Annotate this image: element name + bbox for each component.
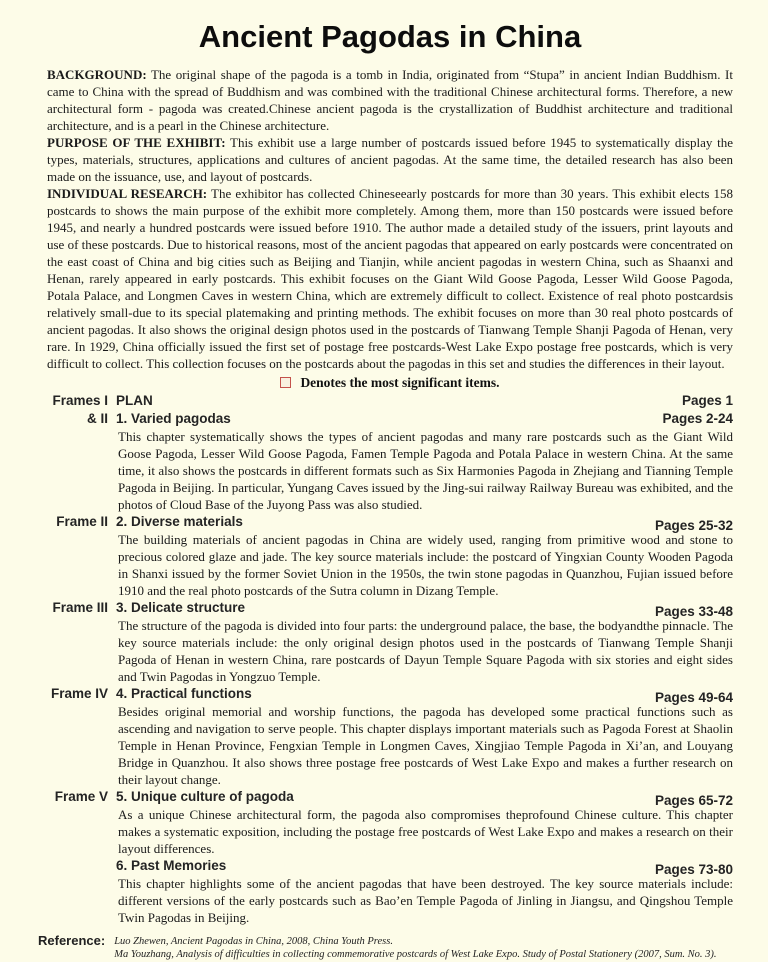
pages-label: Pages 49-64 bbox=[654, 689, 733, 705]
intro-paragraph-purpose bbox=[47, 134, 733, 185]
chapter-description: The structure of the pagoda is divided into four parts: the underground palace, the base, the bodyandthe pinnacle. The key source materials include: the only original design photos used in the postcards of Tianwang Temple Shanji Pagoda of Henan in western China, rare postcards of Dayun Temple Square Pagoda with six stories and eight sides and Twin Pagodas in Yongzuo Temple. bbox=[118, 617, 733, 684]
chapter-description: This chapter systematically shows the types of ancient pagodas and many rare postcards such as the Giant Wild Goose Pagoda, Lesser Wild Goose Pagoda, Famen Temple Pagoda and Potala Palace in western China. At the same time, it also shows the postcards in different formats such as Six Harmonies Pagoda in Zhejiang and Tianning Temple Pagoda in Beijing. In particular, Yungang Caves issued by the Jing-sui railway Railway Bureau was exhibited, and the photos of Cloud Base of the Juyong Pass was also studied. bbox=[118, 428, 733, 512]
intro-section bbox=[47, 66, 733, 372]
paragraph-text: The original shape of the pagoda is a tomb in India, originated from “Stupa” in ancient Indian Buddhism. It came to China with the spread of Buddhism and was combined with the traditional Chinese architectural forms. Therefore, a new architectural form - pagoda was created.Chinese ancient pagoda is the crystallization of Buddhist architecture and traditional architecture, and is a pearl in the Chinese architecture. bbox=[47, 66, 733, 133]
reference-section bbox=[38, 933, 733, 962]
plan-row bbox=[47, 599, 733, 685]
chapter-description: As a unique Chinese architectural form, the pagoda also compromises theprofound Chinese culture. This chapter makes a systematic exposition, including the postage free postcards of West Lake Expo and makes a research on their layout differences. bbox=[118, 806, 733, 856]
chapter-title: PLAN bbox=[116, 392, 153, 408]
paragraph-label: INDIVIDUAL RESEARCH: bbox=[47, 185, 208, 201]
pages-label: Pages 25-32 bbox=[654, 517, 733, 533]
chapter-description: The building materials of ancient pagodas in China are widely used, ranging from primitive wood and stone to precious colored glaze and jade. The key source materials include: the postcard of Yingxian County Wooden Pagoda in Shanxi issued by the former Soviet Union in the 1950s, the twin stone pagodas in Quanzhou, Fujian issued before 1910 and the real photo postcards of the Sutra column in Dizang Temple. bbox=[118, 531, 733, 598]
reference-label: Reference: bbox=[38, 932, 106, 948]
paragraph-text: This exhibit use a large number of postcards issued before 1945 to systematically display the types, materials, structures, applications and cultures of ancient pagodas. At the same time, the detailed research has also been made on the issuance, use, and layout of postcards. bbox=[47, 134, 733, 184]
chapter-title: 6. Past Memories bbox=[116, 857, 227, 873]
paragraph-label: BACKGROUND: bbox=[47, 66, 147, 82]
plan-section bbox=[47, 392, 733, 926]
chapter-description: Besides original memorial and worship functions, the pagoda has developed some practical functions such as ascending and navigation to serve people. This chapter displays important materials such as Pagoda Forest at Shaolin Temple in Henan Province, Fengxian Temple in Longmen Caves, Xingjiao Temple Pagoda in Xi’an, and Louyang Bridge in Quanzhou. It also shows three postage free postcards of West Lake Expo and makes a further research on their layout change. bbox=[118, 703, 733, 787]
frame-label: Frames I bbox=[52, 392, 108, 408]
plan-row bbox=[47, 392, 733, 410]
frame-label: Frame IV bbox=[50, 685, 108, 701]
legend bbox=[47, 375, 733, 390]
frame-label: Frame II bbox=[56, 513, 108, 529]
plan-row bbox=[47, 788, 733, 857]
intro-paragraph-background bbox=[47, 66, 733, 134]
paragraph-label: PURPOSE OF THE EXHIBIT: bbox=[47, 134, 226, 150]
plan-row bbox=[47, 685, 733, 788]
frame-label: & II bbox=[86, 410, 108, 426]
chapter-description: This chapter highlights some of the ancient pagodas that have been destroyed. The key source materials include: different versions of the early postcards such as Bao’en Temple Pagoda of Jinling in Jiangsu, and Qingshou Temple Twin Pagodas in Beijing. bbox=[118, 875, 733, 925]
chapter-title: 5. Unique culture of pagoda bbox=[116, 788, 294, 804]
frame-label: Frame V bbox=[54, 788, 108, 804]
chapter-title: 4. Practical functions bbox=[116, 685, 252, 701]
plan-row bbox=[47, 857, 733, 926]
reference-item: Luo Zhewen, Ancient Pagodas in China, 2008, China Youth Press. bbox=[114, 935, 393, 947]
reference-item: Ma Youzhang, Analysis of difficulties in collecting commemorative postcards of West Lake Expo. Study of Postal Stationery (2007, Sum. No. 3). bbox=[114, 949, 717, 961]
pages-label: Pages 73-80 bbox=[654, 861, 733, 877]
pages-label: Pages 65-72 bbox=[654, 792, 733, 808]
chapter-title: 3. Delicate structure bbox=[116, 599, 246, 615]
intro-paragraph-research bbox=[47, 185, 733, 372]
page-title: Ancient Pagodas in China bbox=[198, 19, 582, 54]
paragraph-text: The exhibitor has collected Chineseearly postcards for more than 30 years. This exhibit elects 158 postcards to shows the main purpose of the exhibit more completely. Among them, more than 150 postcards were issued before 1945, and nearly a hundred postcards were issued before 1910. The author made a detailed study of the issuers, print layouts and use of these postcards. Due to historical reasons, most of the ancient pagodas that appeared on early postcards were concentrated on the east coast of China and big cities such as Beijing and Tianjin, while ancient pagodas in western China, such as Shaanxi and Henan, rarely appeared in early postcards. This exhibit focuses on the Giant Wild Goose Pagoda, Lesser Wild Goose Pagoda, Potala Palace, and Longmen Caves in western China, which are extremely difficult to collect. Existence of real photo postcardsis relatively small-due to its special platemaking and printing methods. The exhibit focuses on more than 30 real photo postcards of ancient pagodas. It also shows the original design photos used in the postcards of Tianwang Temple Shanji Pagoda of Henan, very rare. In 1929, China officially issued the first set of postage free postcards-West Lake Expo postage free postcards, which is very difficult to collect. This collection focuses on the postcards about the pagodas in this set and studies the differences in their layout. bbox=[47, 185, 734, 371]
chapter-title: 2. Diverse materials bbox=[116, 513, 243, 529]
frame-label: Frame III bbox=[52, 599, 108, 615]
pages-label: Pages 2-24 bbox=[662, 410, 733, 426]
significant-item-square-icon bbox=[280, 377, 291, 388]
legend-text: Denotes the most significant items. bbox=[300, 374, 500, 390]
pages-label: Pages 33-48 bbox=[654, 603, 733, 619]
plan-row bbox=[47, 410, 733, 513]
chapter-title: 1. Varied pagodas bbox=[116, 410, 231, 426]
plan-row bbox=[47, 513, 733, 599]
pages-label: Pages 1 bbox=[681, 392, 733, 408]
frame-label bbox=[47, 857, 108, 926]
